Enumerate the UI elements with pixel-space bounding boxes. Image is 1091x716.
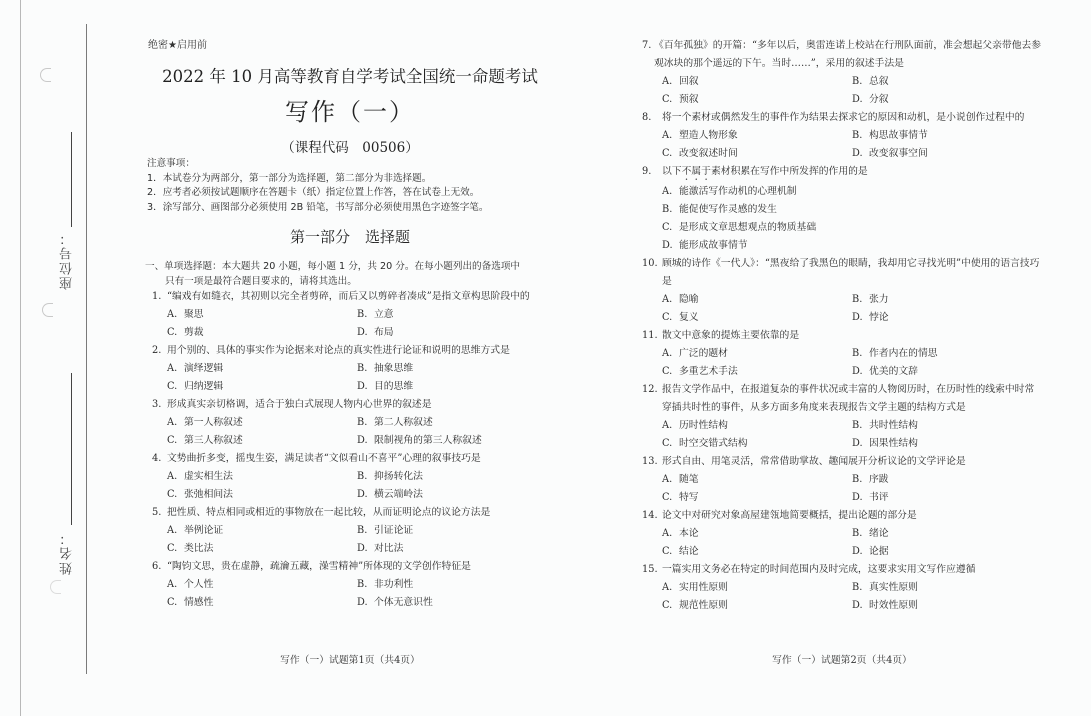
question-number: 13. — [642, 456, 658, 467]
option-b[interactable]: B. 抽象思维 — [357, 363, 414, 374]
option-a[interactable]: A. 个人性 — [167, 579, 214, 590]
option-a[interactable]: A. 举例论证 — [167, 525, 224, 536]
question-text: 《百年孤独》的开篇：“多年以后，奥雷连诺上校站在行刑队面前，准会想起父亲带他去参观冰块的那个遥远的下午。当时……”，采用的叙述手法是 — [654, 40, 1042, 69]
question-6 — [152, 558, 547, 612]
question-10 — [642, 255, 1042, 327]
option-c[interactable]: C. 改变叙述时间 — [662, 148, 738, 159]
option-c[interactable]: C. 复义 — [662, 312, 699, 323]
instructions — [147, 157, 557, 215]
option-a[interactable]: A. 本论 — [662, 528, 699, 539]
option-b[interactable]: B. 引证论证 — [357, 525, 414, 536]
question-number: 4. — [152, 453, 162, 464]
option-c[interactable]: C. 特写 — [662, 492, 699, 503]
question-text: “编戏有如缝衣，其初则以完全者剪碎，而后又以剪碎者凑成”是指文章构思阶段中的 — [167, 291, 530, 302]
question-9 — [642, 163, 1042, 255]
option-a[interactable]: A. 随笔 — [662, 474, 699, 485]
name-label: 姓名： — [60, 530, 75, 575]
question-text: 形成真实亲切格调，适合于独白式展现人物内心世界的叙述是 — [167, 399, 432, 410]
instruction-item: 2．应考者必须按试题顺序在答题卡（纸）指定位置上作答，答在试卷上无效。 — [147, 187, 480, 198]
question-14 — [642, 507, 1042, 561]
question-text: 形式自由、用笔灵活，常常借助掌故、趣闻展开分析议论的文学评论是 — [662, 456, 966, 467]
question-number: 12. — [642, 384, 658, 395]
part-one-title: 第一部分 选择题 — [289, 228, 410, 246]
question-13 — [642, 453, 1042, 507]
seat-number-label: 座位号： — [60, 230, 75, 290]
option-c[interactable]: C. 第三人称叙述 — [167, 435, 243, 446]
option-b[interactable]: B. 抑扬转化法 — [357, 471, 423, 482]
option-c[interactable]: C. 时空交错式结构 — [662, 438, 748, 449]
section-heading — [145, 260, 555, 289]
question-number: 10. — [642, 258, 658, 269]
option-d[interactable]: D. 布局 — [357, 327, 394, 338]
question-number: 1. — [152, 291, 162, 302]
question-1 — [152, 288, 547, 342]
question-number: 3. — [152, 399, 162, 410]
question-text: 把性质、特点相同或相近的事物放在一起比较，从而证明论点的议论方法是 — [167, 507, 491, 518]
option-c[interactable]: C. 归纳逻辑 — [167, 381, 224, 392]
exam-title: 2022 年 10 月高等教育自学考试全国统一命题考试 — [162, 67, 538, 86]
option-c[interactable]: C. 张弛相间法 — [167, 489, 233, 500]
option-b[interactable]: B. 序跋 — [852, 474, 889, 485]
question-15 — [642, 561, 1042, 615]
question-11 — [642, 327, 1042, 381]
page-2-footer: 写作（一）试题第2页（共4页） — [772, 655, 912, 666]
question-number: 6. — [152, 561, 162, 572]
page-1-footer: 写作（一）试题第1页（共4页） — [280, 655, 420, 666]
question-number: 9. — [642, 166, 652, 177]
option-a[interactable]: A. 演绎逻辑 — [167, 363, 224, 374]
question-text: 散文中意象的提炼主要依靠的是 — [662, 330, 800, 341]
question-12 — [642, 381, 1042, 453]
option-c[interactable]: C. 类比法 — [167, 543, 214, 554]
option-d[interactable]: D. 目的思维 — [357, 381, 414, 392]
option-c[interactable]: C. 是形成文章思想观点的物质基础 — [662, 222, 817, 233]
option-c[interactable]: C. 预叙 — [662, 94, 699, 105]
option-d[interactable]: D. 对比法 — [357, 543, 404, 554]
confidential-mark: 绝密★启用前 — [148, 40, 207, 51]
option-b[interactable]: B. 共时性结构 — [852, 420, 918, 431]
question-number: 8. — [642, 112, 652, 123]
option-a[interactable]: A. 隐喻 — [662, 294, 699, 305]
name-line — [71, 373, 72, 525]
question-text: 以下不属于素材积累在写作中所发挥的作用的是 — [662, 166, 868, 177]
option-d[interactable]: D. 优美的文辞 — [852, 366, 918, 377]
exam-page-1 — [145, 0, 555, 716]
option-b[interactable]: B. 总叙 — [852, 76, 889, 87]
instructions-title: 注意事项： — [147, 158, 195, 169]
option-b[interactable]: B. 绪论 — [852, 528, 889, 539]
question-number: 7. — [642, 40, 652, 51]
option-a[interactable]: A. 回叙 — [662, 76, 699, 87]
question-text: 用个别的、具体的事实作为论据来对论点的真实性进行论证和说明的思维方式是 — [167, 345, 510, 356]
question-list-page-1 — [152, 288, 547, 612]
question-5 — [152, 504, 547, 558]
option-b[interactable]: B. 构思故事情节 — [852, 130, 928, 141]
question-7 — [642, 37, 1042, 109]
option-b[interactable]: B. 作者内在的情思 — [852, 348, 938, 359]
question-number: 2. — [152, 345, 162, 356]
section-heading-line: 只有一项是最符合题目要求的，请将其选出。 — [165, 275, 357, 287]
option-c[interactable]: C. 结论 — [662, 546, 699, 557]
option-c[interactable]: C. 剪裁 — [167, 327, 204, 338]
question-8 — [642, 109, 1042, 163]
option-d[interactable]: D. 书评 — [852, 492, 889, 503]
option-c[interactable]: C. 规范性原则 — [662, 600, 728, 611]
option-a[interactable]: A. 能激活写作动机的心理机制 — [662, 186, 797, 197]
option-d[interactable]: D. 个体无意识性 — [357, 597, 433, 608]
question-number: 15. — [642, 564, 658, 575]
binding-hole-bottom — [50, 580, 61, 594]
option-b[interactable]: B. 立意 — [357, 309, 394, 320]
option-a[interactable]: A. 聚思 — [167, 309, 204, 320]
option-b[interactable]: B. 非功利性 — [357, 579, 414, 590]
option-b[interactable]: B. 张力 — [852, 294, 889, 305]
binding-outer-line — [20, 0, 21, 716]
option-c[interactable]: C. 多重艺术手法 — [662, 366, 738, 377]
question-number: 14. — [642, 510, 658, 521]
option-a[interactable]: A. 第一人称叙述 — [167, 417, 243, 428]
option-d[interactable]: D. 能形成故事情节 — [662, 240, 748, 251]
question-text: 文势曲折多变，摇曳生姿，满足读者“文似看山不喜平”心理的叙事技巧是 — [167, 453, 481, 464]
question-text: 论文中对研究对象高屋建瓴地简要概括，提出论题的部分是 — [662, 510, 917, 521]
option-d[interactable]: D. 悖论 — [852, 312, 889, 323]
option-b[interactable]: B. 第二人称叙述 — [357, 417, 433, 428]
option-a[interactable]: A. 广泛的题材 — [662, 348, 728, 359]
question-number: 11. — [642, 330, 658, 341]
subject-title: 写作（一） — [285, 98, 415, 126]
option-d[interactable]: D. 因果性结构 — [852, 438, 918, 449]
question-2 — [152, 342, 547, 396]
course-code: （课程代码 00506） — [281, 140, 419, 156]
option-c[interactable]: C. 情感性 — [167, 597, 214, 608]
seat-number-line — [71, 132, 72, 227]
option-a[interactable]: A. 历时性结构 — [662, 420, 728, 431]
question-text: 报告文学作品中，在报道复杂的事件状况或丰富的人物阅历时，在历时性的线索中时常穿插共时性的事件，从多方面多角度来表现报告文学主题的结构方式是 — [662, 384, 1035, 413]
question-3 — [152, 396, 547, 450]
option-a[interactable]: A. 虚实相生法 — [167, 471, 233, 482]
option-d[interactable]: D. 时效性原则 — [852, 600, 918, 611]
question-text: 一篇实用文务必在特定的时间范围内及时完成，这要求实用文写作应遵循 — [662, 564, 976, 575]
option-d[interactable]: D. 横云端岭法 — [357, 489, 423, 500]
option-b[interactable]: B. 真实性原则 — [852, 582, 918, 593]
question-number: 5. — [152, 507, 162, 518]
option-d[interactable]: D. 分叙 — [852, 94, 889, 105]
binding-inner-line — [86, 24, 87, 674]
emphasized-text: 不属于 — [681, 166, 711, 177]
option-d[interactable]: D. 限制视角的第三人称叙述 — [357, 435, 482, 446]
option-d[interactable]: D. 改变叙事空间 — [852, 148, 928, 159]
instruction-item: 3．涂写部分、画图部分必须使用 2B 铅笔，书写部分必须使用黑色字迹签字笔。 — [147, 201, 489, 213]
option-d[interactable]: D. 论据 — [852, 546, 889, 557]
option-a[interactable]: A. 塑造人物形象 — [662, 130, 738, 141]
question-text: 将一个素材或偶然发生的事件作为结果去探求它的原因和动机，是小说创作过程中的 — [662, 112, 1025, 123]
question-list-page-2 — [642, 37, 1042, 615]
question-4 — [152, 450, 547, 504]
binding-hole-middle — [42, 303, 53, 317]
question-text: “陶钧文思，贵在虚静，疏瀹五藏，澡雪精神”所体现的文学创作特征是 — [167, 561, 471, 572]
exam-page-2 — [642, 0, 1042, 716]
question-text: 顾城的诗作《一代人》：“黑夜给了我黑色的眼睛，我却用它寻找光明”中使用的语言技巧是 — [662, 258, 1040, 287]
option-b[interactable]: B. 能促使写作灵感的发生 — [662, 204, 777, 215]
option-a[interactable]: A. 实用性原则 — [662, 582, 728, 593]
binding-hole-top — [40, 68, 51, 82]
section-heading-line: 一、单项选择题：本大题共 20 小题，每小题 1 分，共 20 分。在每小题列出的备选项中 — [145, 261, 521, 272]
instruction-item: 1．本试卷分为两部分，第一部分为选择题，第二部分为非选择题。 — [147, 172, 432, 184]
